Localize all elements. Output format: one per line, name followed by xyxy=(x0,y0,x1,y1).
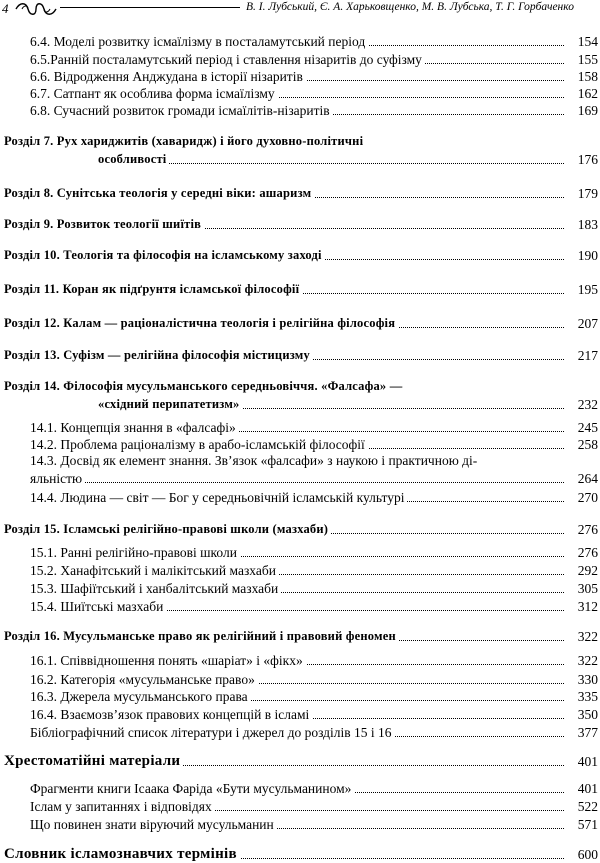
toc-entry-title: Розділ 9. Розвиток теології шиїтів xyxy=(4,216,204,233)
toc-entry-title: яльністю xyxy=(30,470,85,487)
toc-entry[interactable] xyxy=(0,185,600,202)
toc-entry-title: 15.1. Ранні релігійно-правові школи xyxy=(30,544,240,561)
toc-entry-page: 217 xyxy=(575,347,598,364)
header-authors: В. І. Лубський, Є. А. Харьковщенко, М. В. Лубська, Т. Г. Горбаченко xyxy=(246,1,574,13)
page-number: 4 xyxy=(2,1,9,16)
toc-entry[interactable] xyxy=(0,33,600,50)
toc-entry-line1 xyxy=(0,452,600,469)
toc-entry-title: 16.1. Співвідношення понять «шаріат» і «фікх» xyxy=(30,652,306,669)
toc-entry-title: Хрестоматійні матеріали xyxy=(4,753,183,770)
toc-entry-page: 276 xyxy=(575,544,598,561)
toc-entry-page: 377 xyxy=(575,724,598,741)
toc-entry-title: особливості xyxy=(98,151,169,168)
toc-entry-title: 16.2. Категорія «мусульманське право» xyxy=(30,671,258,688)
toc-entry-title: 15.3. Шафіїтський і ханбалітський мазхаби xyxy=(30,580,281,597)
toc-entry-page: 158 xyxy=(575,68,598,85)
toc-entry-title: 6.6. Відродження Анджудана в історії нізаритів xyxy=(30,68,306,85)
toc-entry-title: 15.4. Шиїтські мазхаби xyxy=(30,598,166,615)
toc-entry-title-line1: 14.3. Досвід як елемент знання. Зв’язок «фалсафи» з наукою і практичною ді- xyxy=(30,453,478,468)
toc-entry-title: Словник ісламознавчих термінів xyxy=(4,846,240,863)
dot-leader xyxy=(30,482,564,483)
toc-entry-title: 15.2. Ханафітський і малікітський мазхаби xyxy=(30,562,279,579)
toc-entry-title: 6.8. Сучасний розвиток громади ісмаїлітів-нізаритів xyxy=(30,102,333,119)
toc-entry-title: Розділ 8. Сунітська теологія у середні віки: ашаризм xyxy=(4,185,314,202)
toc-entry[interactable] xyxy=(0,706,600,723)
toc-entry[interactable] xyxy=(0,396,600,413)
ornament-icon xyxy=(14,1,58,17)
toc-entry-title: Розділ 13. Суфізм — релігійна філософія містицизму xyxy=(4,347,313,364)
toc-entry[interactable] xyxy=(0,628,600,645)
toc-entry-title: 14.2. Проблема раціоналізму в арабо-ісламській філософії xyxy=(30,436,368,453)
toc-entry-page: 155 xyxy=(575,51,598,68)
toc-entry-title: Розділ 11. Коран як підґрунтя ісламської філософії xyxy=(4,281,302,298)
toc-entry-title: «східний перипатетизм» xyxy=(98,396,243,413)
toc-entry[interactable] xyxy=(0,470,600,487)
toc-entry-title-line1: Розділ 14. Філософія мусульманського середньовіччя. «Фалсафа» — xyxy=(4,379,403,393)
toc-entry[interactable] xyxy=(0,419,600,436)
toc-entry-title: 6.7. Сатпант як особлива форма ісмаїлізму xyxy=(30,85,278,102)
toc-entry-page: 264 xyxy=(575,470,598,487)
toc-entry-page: 195 xyxy=(575,281,598,298)
toc-entry[interactable] xyxy=(0,281,600,298)
toc-entry[interactable] xyxy=(0,347,600,364)
toc-entry[interactable] xyxy=(0,846,600,863)
toc-entry-page: 571 xyxy=(575,816,598,833)
toc-entry[interactable] xyxy=(0,151,600,168)
toc-entry-title: 16.3. Джерела мусульманського права xyxy=(30,688,251,705)
toc-entry-title: Бібліографічний список літератури і джерел до розділів 15 і 16 xyxy=(30,724,395,741)
toc-entry-page: 312 xyxy=(575,598,598,615)
toc-entry-page: 335 xyxy=(575,688,598,705)
toc-entry[interactable] xyxy=(0,521,600,538)
toc-entry-title: 14.4. Людина — світ — Бог у середньовічній ісламській культурі xyxy=(30,489,407,506)
toc-entry-page: 305 xyxy=(575,580,598,597)
toc-entry[interactable] xyxy=(0,816,600,833)
toc-entry-page: 330 xyxy=(575,671,598,688)
toc-entry-page: 322 xyxy=(575,628,598,645)
toc-entry[interactable] xyxy=(0,544,600,561)
toc-entry[interactable] xyxy=(0,489,600,506)
toc-entry[interactable] xyxy=(0,652,600,669)
toc-entry-title: 14.1. Концепція знання в «фалсафі» xyxy=(30,419,239,436)
toc-entry-page: 179 xyxy=(575,185,598,202)
toc-entry[interactable] xyxy=(0,780,600,797)
toc-entry-title: Розділ 10. Теологія та філософія на ісламському заході xyxy=(4,247,325,264)
toc-entry[interactable] xyxy=(0,671,600,688)
toc-entry-page: 292 xyxy=(575,562,598,579)
toc-entry-page: 183 xyxy=(575,216,598,233)
toc-entry[interactable] xyxy=(0,436,600,453)
toc-entry-page: 600 xyxy=(575,846,598,863)
toc-entry[interactable] xyxy=(0,562,600,579)
toc-entry-page: 258 xyxy=(575,436,598,453)
toc-entry[interactable] xyxy=(0,315,600,332)
toc-entry-page: 401 xyxy=(575,780,598,797)
toc-entry-page: 169 xyxy=(575,102,598,119)
toc-entry-line1 xyxy=(0,378,600,395)
toc-entry[interactable] xyxy=(0,598,600,615)
toc-entry[interactable] xyxy=(0,247,600,264)
toc-entry-page: 232 xyxy=(575,396,598,413)
toc-entry-page: 176 xyxy=(575,151,598,168)
toc-entry-title: Розділ 16. Мусульманське право як релігійний і правовий феномен xyxy=(4,628,399,645)
toc-entry[interactable] xyxy=(0,216,600,233)
toc-entry-title: Розділ 15. Ісламські релігійно-правові школи (мазхаби) xyxy=(4,521,331,538)
toc-entry-page: 245 xyxy=(575,419,598,436)
toc-entry-line1 xyxy=(0,133,600,150)
toc-entry-page: 401 xyxy=(575,753,598,770)
toc-entry[interactable] xyxy=(0,68,600,85)
toc-entry-title-line1: Розділ 7. Рух хариджитів (хаваридж) і його духовно-політичні xyxy=(4,134,364,148)
toc-entry-page: 350 xyxy=(575,706,598,723)
toc-entry-page: 190 xyxy=(575,247,598,264)
toc-entry-page: 154 xyxy=(575,33,598,50)
toc-entry-title: 6.4. Моделі розвитку ісмаїлізму в посталамутський період xyxy=(30,33,368,50)
toc-entry[interactable] xyxy=(0,753,600,770)
toc-entry-title: Що повинен знати віруючий мусульманин xyxy=(30,816,277,833)
toc-entry[interactable] xyxy=(0,51,600,68)
toc-entry[interactable] xyxy=(0,688,600,705)
toc-entry-page: 207 xyxy=(575,315,598,332)
running-header xyxy=(0,0,600,24)
toc-entry[interactable] xyxy=(0,798,600,815)
toc-entry-page: 522 xyxy=(575,798,598,815)
toc-entry-title: Фрагменти книги Ісаака Фаріда «Бути мусульманином» xyxy=(30,780,354,797)
toc-entry[interactable] xyxy=(0,724,600,741)
toc-entry-title: Розділ 12. Калам — раціоналістична теологія і релігійна філософія xyxy=(4,315,398,332)
toc-entry-title: Іслам у запитаннях і відповідях xyxy=(30,798,215,815)
toc-entry-page: 270 xyxy=(575,489,598,506)
toc-entry[interactable] xyxy=(0,580,600,597)
toc-entry[interactable] xyxy=(0,102,600,119)
toc-entry-title: 6.5.Ранній посталамутський період і ставлення нізаритів до суфізму xyxy=(30,51,425,68)
toc-entry-title: 16.4. Взаємозв’язок правових концепцій в ісламі xyxy=(30,706,312,723)
toc-entry[interactable] xyxy=(0,85,600,102)
toc-entry-page: 162 xyxy=(575,85,598,102)
toc-entry-page: 322 xyxy=(575,652,598,669)
toc-entry-page: 276 xyxy=(575,521,598,538)
header-rule xyxy=(60,7,240,8)
